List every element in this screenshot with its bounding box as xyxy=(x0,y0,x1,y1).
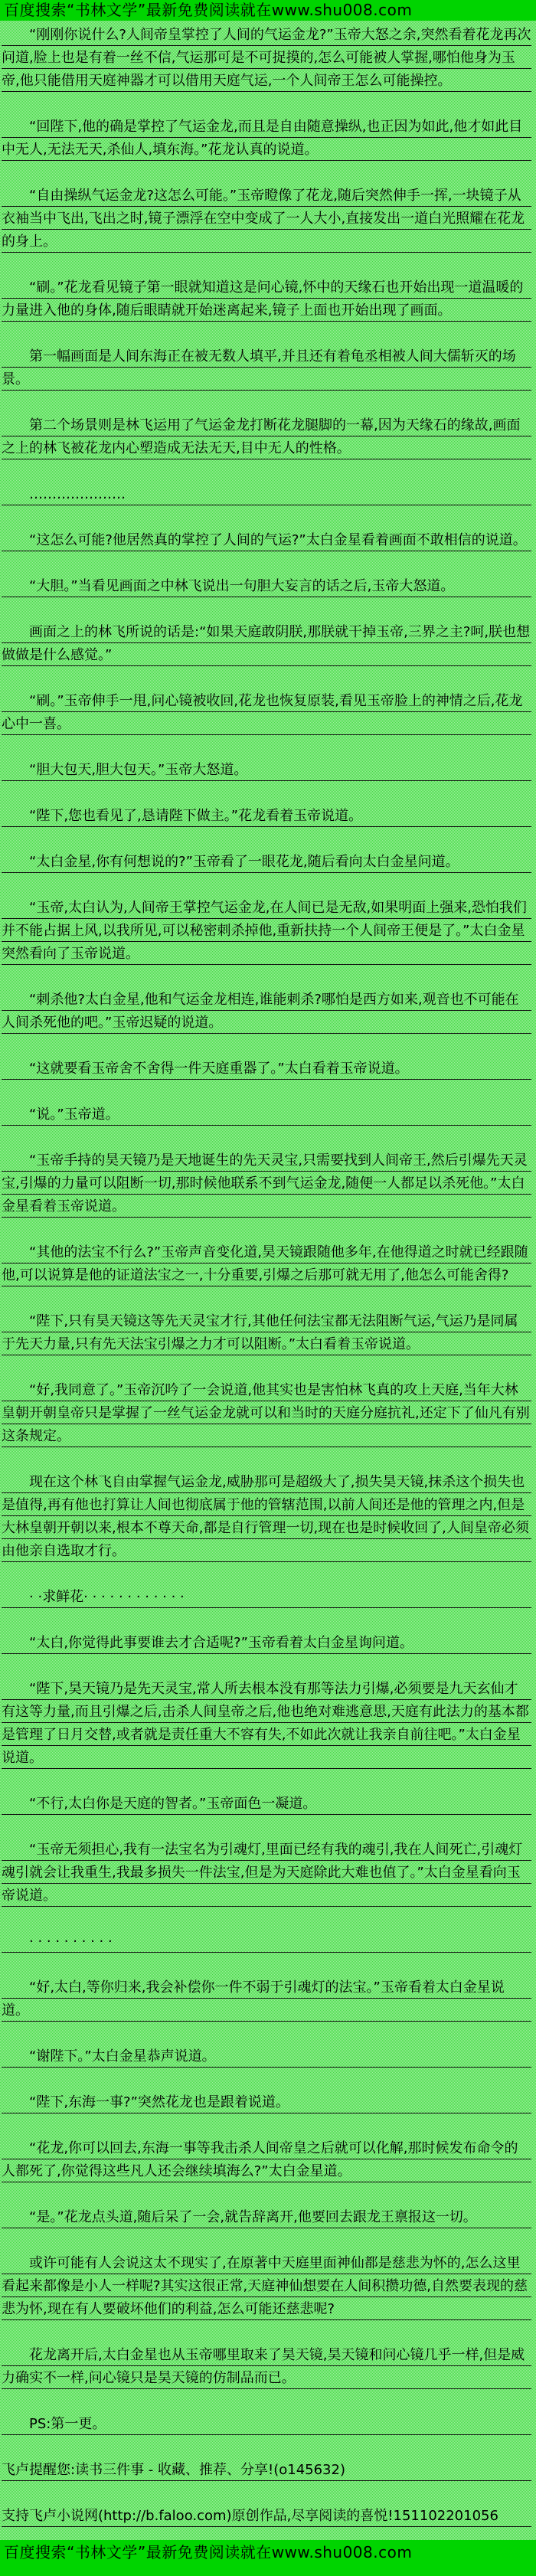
paragraph: 飞卢提醒您:读书三件事 - 收藏、推荐、分享!(o145632) xyxy=(2,2459,531,2482)
paragraph: “玉帝手持的昊天镜乃是天地诞生的先天灵宝,只需要找到人间帝王,然后引爆先天灵宝,引爆的力量可以阻断一切,那时候他联系不到气运金龙,随便一人都足以杀死他。”太白金星看着玉帝说道。 xyxy=(2,1149,531,1218)
promo-banner-top: 百度搜索“书林文学”最新免费阅读就在www.shu008.com xyxy=(0,0,536,21)
paragraph: “自由操纵气运金龙?这怎么可能。”玉帝瞪像了花龙,随后突然伸手一挥,一块镜子从衣袖当中飞出,飞出之时,镜子漂浮在空中变成了一人大小,直接发出一道白光照耀在花龙的身上。 xyxy=(2,185,531,253)
paragraph: “玉帝,太白认为,人间帝王掌控气运金龙,在人间已是无敌,如果明面上强来,恐怕我们并不能占据上风,以我所见,可以秘密刺杀掉他,重新扶持一个人间帝王便是了。”太白金星突然看向了玉帝说道。 xyxy=(2,897,531,966)
paragraph: “刷。”花龙看见镜子第一眼就知道这是问心镜,怀中的天缘石也开始出现一道温暖的力量进入他的身体,随后眼睛就开始迷离起来,镜子上面也开始出现了画面。 xyxy=(2,276,531,322)
paragraph: 第一幅画面是人间东海正在被无数人填平,并且还有着龟丞相被人间大儒斩灭的场景。 xyxy=(2,345,531,391)
paragraph: “这怎么可能?他居然真的掌控了人间的气运?”太白金星看着画面不敢相信的说道。 xyxy=(2,529,531,552)
paragraph: “陛下,昊天镜乃是先天灵宝,常人所去根本没有那等法力引爆,必须要是九天玄仙才有这等力量,而且引爆之后,击杀人间皇帝之后,他也绝对难逃意思,天庭有此法力的基本都是管理了日月交替,或者就是责任重大不容有失,不如此次就让我亲自前往吧。”太白金星说道。 xyxy=(2,1678,531,1770)
paragraph: “说。”玉帝道。 xyxy=(2,1103,531,1126)
paragraph: · ·求鲜花· · · · · · · · · · · · xyxy=(2,1586,531,1609)
paragraph: “这就要看玉帝舍不舍得一件天庭重器了。”太白看着玉帝说道。 xyxy=(2,1058,531,1080)
paragraph: “谢陛下。”太白金星恭声说道。 xyxy=(2,2045,531,2068)
paragraph: “刺杀他?太白金星,他和气运金龙相连,谁能刺杀?哪怕是西方如来,观音也不可能在人间杀死他的吧。”玉帝迟疑的说道。 xyxy=(2,989,531,1035)
paragraph: “刷。”玉帝伸手一甩,问心镜被收回,花龙也恢复原装,看见玉帝脸上的神情之后,花龙心中一喜。 xyxy=(2,690,531,736)
paragraph: “太白金星,你有何想说的?”玉帝看了一眼花龙,随后看向太白金星问道。 xyxy=(2,851,531,874)
novel-text xyxy=(0,21,536,2540)
paragraph: “好,我同意了。”玉帝沉吟了一会说道,他其实也是害怕林飞真的攻上天庭,当年大林皇朝开朝皇帝只是掌握了一丝气运金龙就可以和当时的天庭分庭抗礼,还定下了仙凡有别这条规定。 xyxy=(2,1379,531,1448)
paragraph: “玉帝无须担心,我有一法宝名为引魂灯,里面已经有我的魂引,我在人间死亡,引魂灯魂引就会让我重生,我最多损失一件法宝,但是为天庭除此大难也值了。”太白金星看向玉帝说道。 xyxy=(2,1839,531,1907)
promo-banner-bottom: 百度搜索“书林文学”最新免费阅读就在www.shu008.com xyxy=(0,2540,536,2576)
paragraph: 第二个场景则是林飞运用了气运金龙打断花龙腿脚的一幕,因为天缘石的缘故,画面之上的林飞被花龙内心塑造成无法无天,目中无人的性格。 xyxy=(2,414,531,460)
paragraph: PS:第一更。 xyxy=(2,2413,531,2436)
paragraph: “是。”花龙点头道,随后呆了一会,就告辞离开,他要回去跟龙王禀报这一切。 xyxy=(2,2206,531,2229)
paragraph: 或许可能有人会说这太不现实了,在原著中天庭里面神仙都是慈悲为怀的,怎么这里看起来都像是小人一样呢?其实这很正常,天庭神仙想要在人间积攒功德,自然要表现的慈悲为怀,现在有人要破坏他们的利益,怎么可能还慈悲呢? xyxy=(2,2252,531,2321)
paragraph: “好,太白,等你归来,我会补偿你一件不弱于引魂灯的法宝。”玉帝看着太白金星说道。 xyxy=(2,1976,531,2022)
paragraph: 画面之上的林飞所说的话是:“如果天庭敢阴朕,那朕就干掉玉帝,三界之主?呵,朕也想做做是什么感觉。” xyxy=(2,621,531,667)
paragraph: “花龙,你可以回去,东海一事等我击杀人间帝皇之后就可以化解,那时候发布命令的人都死了,你觉得这些凡人还会继续填海么?”太白金星道。 xyxy=(2,2137,531,2183)
paragraph: “陛下,您也看见了,恳请陛下做主。”花龙看着玉帝说道。 xyxy=(2,805,531,828)
paragraph: “回陛下,他的确是掌控了气运金龙,而且是自由随意操纵,也正因为如此,他才如此目中无人,无法无天,杀仙人,填东海。”花龙认真的说道。 xyxy=(2,116,531,162)
paragraph: ………………… xyxy=(2,483,531,506)
paragraph: 花龙离开后,太白金星也从玉帝哪里取来了昊天镜,昊天镜和问心镜几乎一样,但是威力确实不一样,问心镜只是昊天镜的仿制品而已。 xyxy=(2,2344,531,2390)
paragraph: “大胆。”当看见画面之中林飞说出一句胆大妄言的话之后,玉帝大怒道。 xyxy=(2,575,531,598)
paragraph: “太白,你觉得此事要谁去才合适呢?”玉帝看着太白金星询问道。 xyxy=(2,1632,531,1655)
paragraph: “陛下,东海一事?”突然花龙也是跟着说道。 xyxy=(2,2091,531,2114)
paragraph: 支持飞卢小说网(http://b.faloo.com)原创作品,尽享阅读的喜悦!151102201056 xyxy=(2,2505,531,2528)
paragraph: “胆大包天,胆大包天。”玉帝大怒道。 xyxy=(2,759,531,782)
paragraph: 现在这个林飞自由掌握气运金龙,威胁那可是超级大了,损失昊天镜,抹杀这个损失也是值得,再有他也打算让人间也彻底属于他的管辖范围,以前人间还是他的管理之内,但是大林皇朝开朝以来,根本不尊天命,都是自行管理一切,现在也是时候收回了,人间皇帝必须由他亲自选取才行。 xyxy=(2,1471,531,1563)
paragraph: “其他的法宝不行么?”玉帝声音变化道,昊天镜跟随他多年,在他得道之时就已经跟随他,可以说算是他的证道法宝之一,十分重要,引爆之后那可就无用了,他怎么可能舍得? xyxy=(2,1241,531,1287)
paragraph: · · · · · · · · · · xyxy=(2,1930,531,1953)
paragraph: “不行,太白你是天庭的智者。”玉帝面色一凝道。 xyxy=(2,1793,531,1816)
paragraph: “陛下,只有昊天镜这等先天灵宝才行,其他任何法宝都无法阻断气运,气运乃是同属于先天力量,只有先天法宝引爆之力才可以阻断。”太白看着玉帝说道。 xyxy=(2,1310,531,1356)
paragraph: “刚刚你说什么?人间帝皇掌控了人间的气运金龙?”玉帝大怒之余,突然看着花龙再次问道,脸上也是有着一丝不信,气运那可是不可捉摸的,怎么可能被人掌握,哪怕他身为玉帝,他只能借用天庭神器才可以借用天庭气运,一个人间帝王怎么可能操控。 xyxy=(2,24,531,93)
